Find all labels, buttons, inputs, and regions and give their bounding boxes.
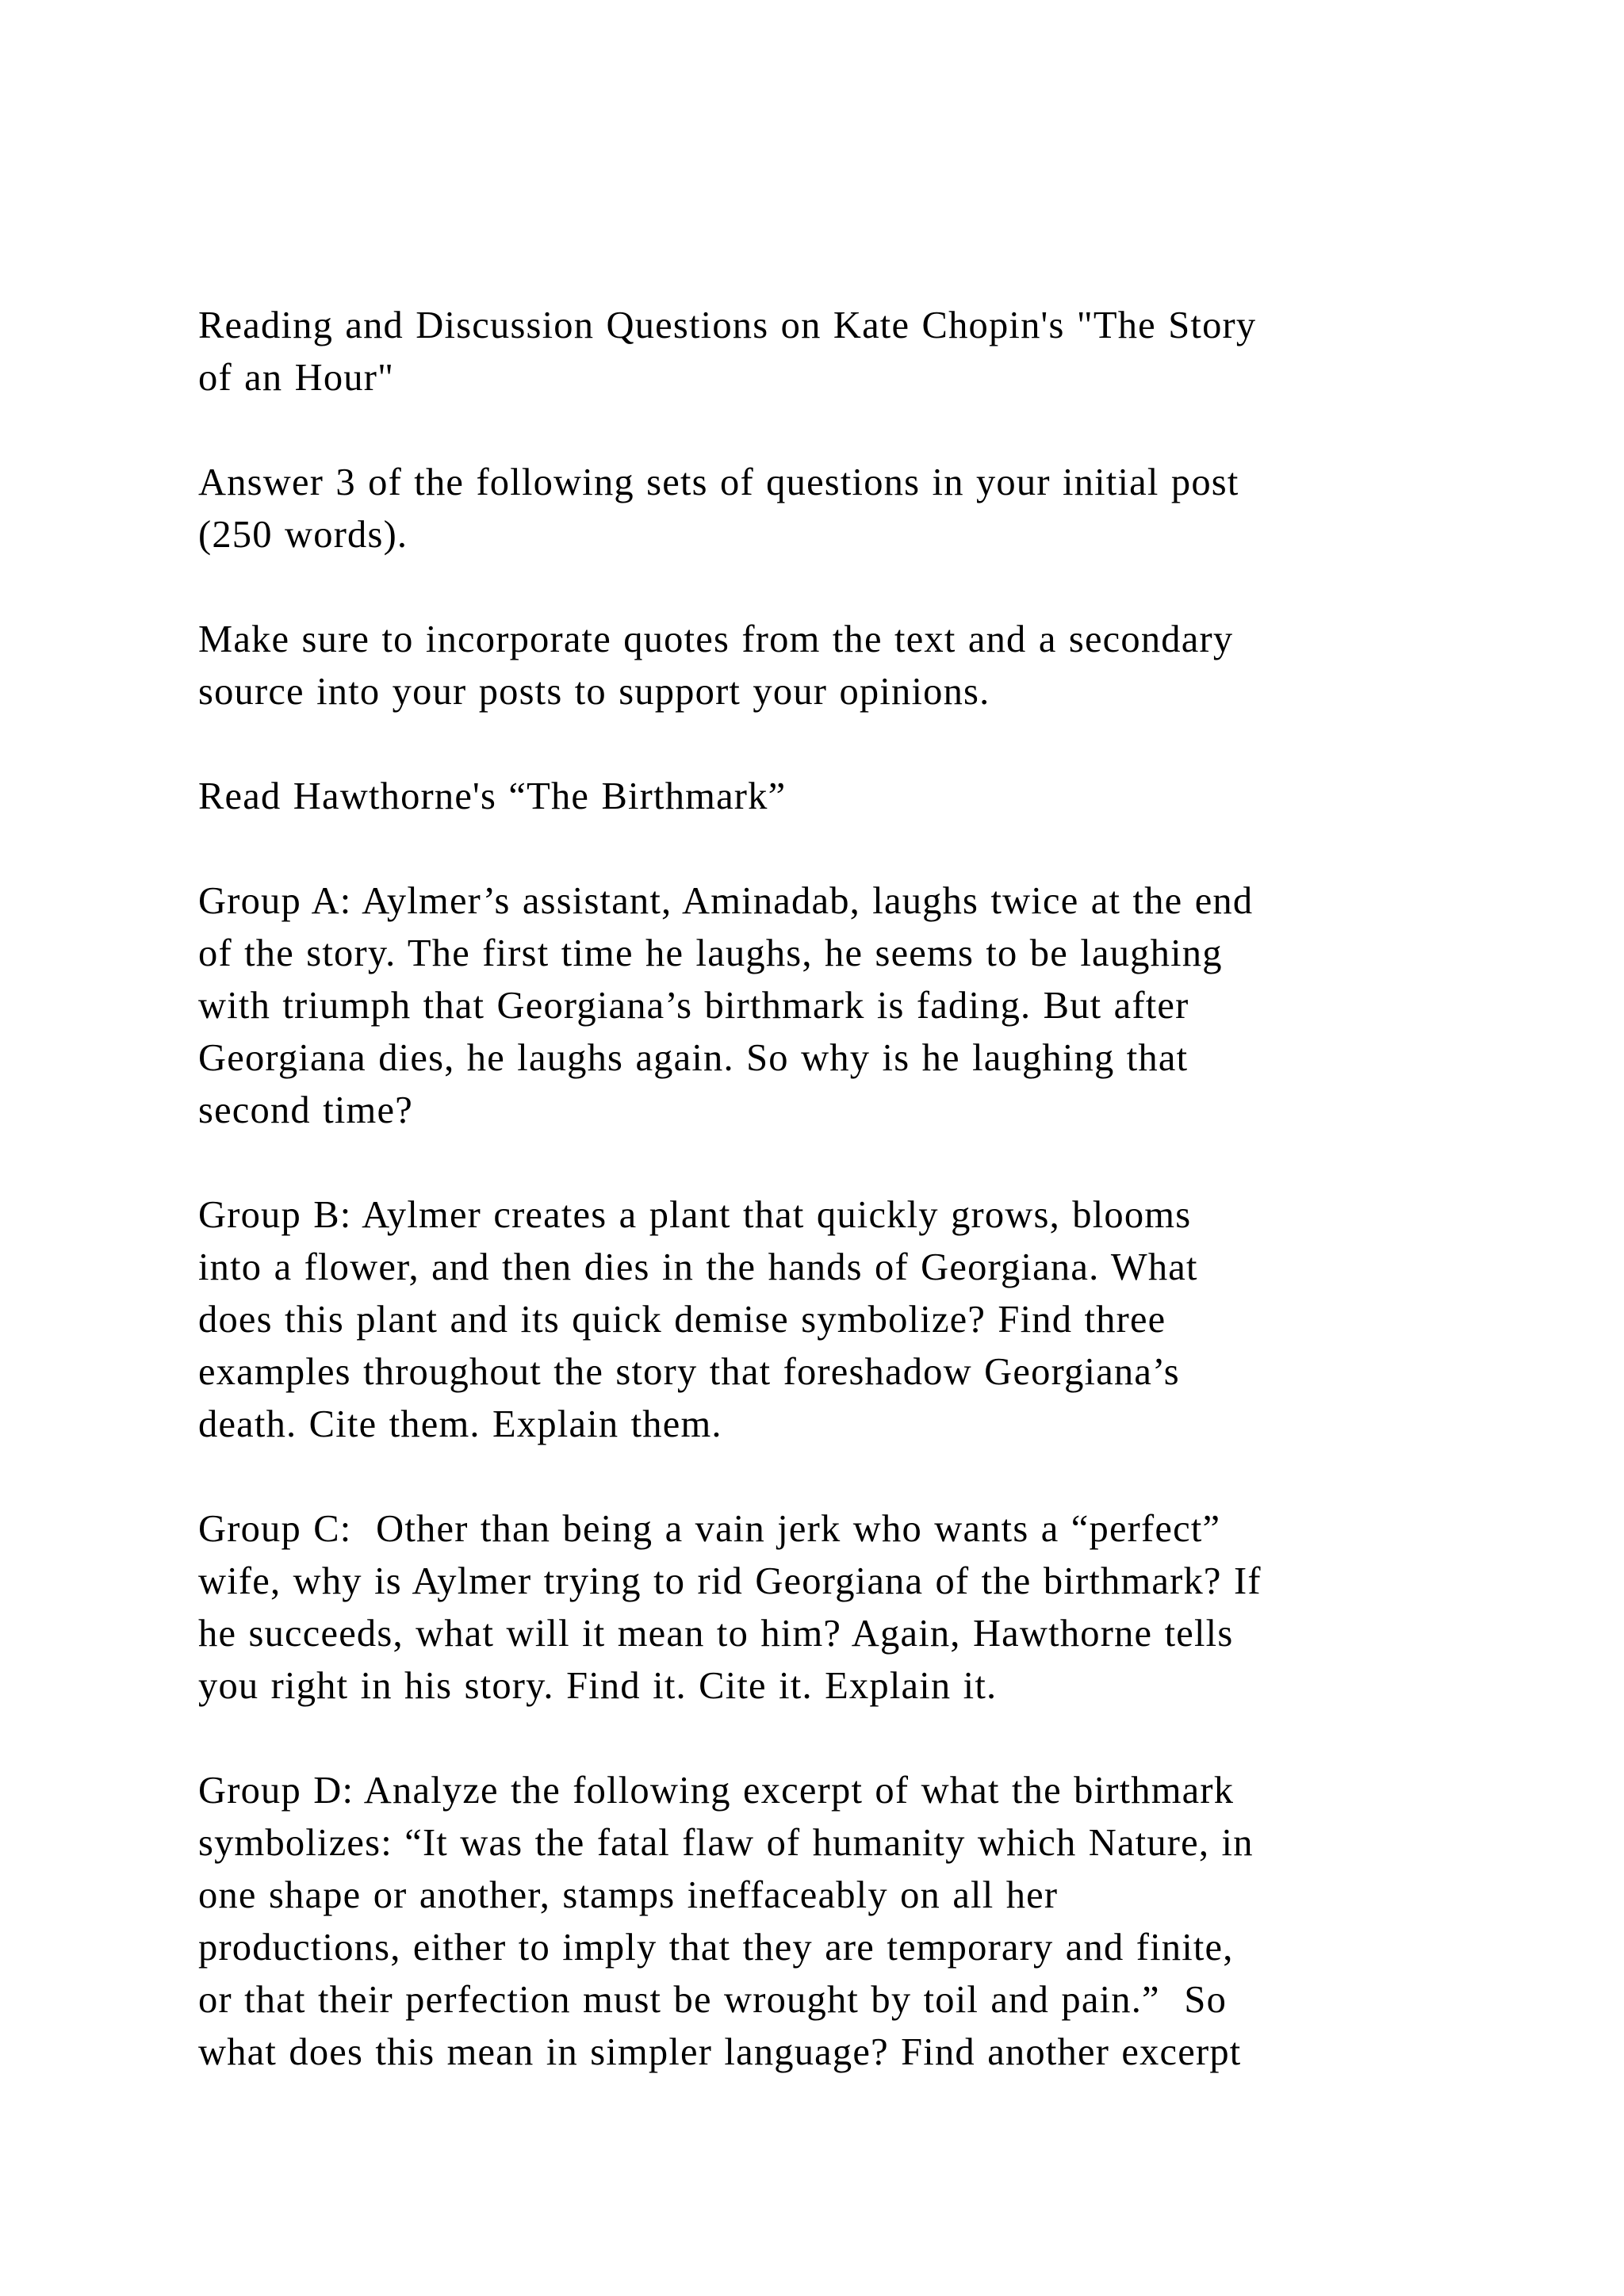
reading-assignment-paragraph xyxy=(198,771,1451,823)
quotes-instruction-paragraph xyxy=(198,614,1451,718)
text-line: (250 words). xyxy=(198,514,408,556)
group-d-paragraph xyxy=(198,1765,1451,2079)
group-b-paragraph xyxy=(198,1189,1451,1451)
document-body xyxy=(198,300,1451,2131)
text-line: what does this mean in simpler language? Find another excerpt xyxy=(198,2031,1242,2073)
text-line: Reading and Discussion Questions on Kate Chopin's "The Story xyxy=(198,304,1257,346)
text-line: productions, either to imply that they are temporary and finite, xyxy=(198,1927,1234,1969)
text-line: examples throughout the story that foreshadow Georgiana’s xyxy=(198,1351,1180,1393)
text-line: source into your posts to support your opinions. xyxy=(198,671,990,713)
text-line: wife, why is Aylmer trying to rid Georgiana of the birthmark? If xyxy=(198,1560,1262,1602)
instructions-paragraph xyxy=(198,457,1451,561)
text-line: Answer 3 of the following sets of questions in your initial post xyxy=(198,461,1239,503)
text-line: does this plant and its quick demise symbolize? Find three xyxy=(198,1299,1166,1341)
text-line: death. Cite them. Explain them. xyxy=(198,1403,722,1445)
text-line: second time? xyxy=(198,1089,413,1131)
text-line: you right in his story. Find it. Cite it. Explain it. xyxy=(198,1665,998,1707)
text-line: Group B: Aylmer creates a plant that quickly grows, blooms xyxy=(198,1194,1192,1236)
text-line: of an Hour" xyxy=(198,357,395,399)
text-line: with triumph that Georgiana’s birthmark is fading. But after xyxy=(198,985,1189,1027)
text-line: into a flower, and then dies in the hands of Georgiana. What xyxy=(198,1246,1198,1288)
text-line: Group D: Analyze the following excerpt of what the birthmark xyxy=(198,1770,1235,1812)
text-line: of the story. The first time he laughs, he seems to be laughing xyxy=(198,932,1223,974)
text-line: Read Hawthorne's “The Birthmark” xyxy=(198,775,787,817)
text-line: Group A: Aylmer’s assistant, Aminadab, laughs twice at the end xyxy=(198,880,1254,922)
text-line: he succeeds, what will it mean to him? Again, Hawthorne tells xyxy=(198,1613,1234,1655)
group-a-paragraph xyxy=(198,875,1451,1137)
text-line: Group C: Other than being a vain jerk who wants a “perfect” xyxy=(198,1508,1221,1550)
text-line: symbolizes: “It was the fatal flaw of humanity which Nature, in xyxy=(198,1822,1254,1864)
text-line: Make sure to incorporate quotes from the text and a secondary xyxy=(198,618,1234,660)
text-line: one shape or another, stamps ineffaceably on all her xyxy=(198,1874,1059,1916)
title-paragraph xyxy=(198,300,1451,404)
text-line: or that their perfection must be wrought by toil and pain.” So xyxy=(198,1979,1228,2021)
group-c-paragraph xyxy=(198,1503,1451,1712)
text-line: Georgiana dies, he laughs again. So why is he laughing that xyxy=(198,1037,1189,1079)
